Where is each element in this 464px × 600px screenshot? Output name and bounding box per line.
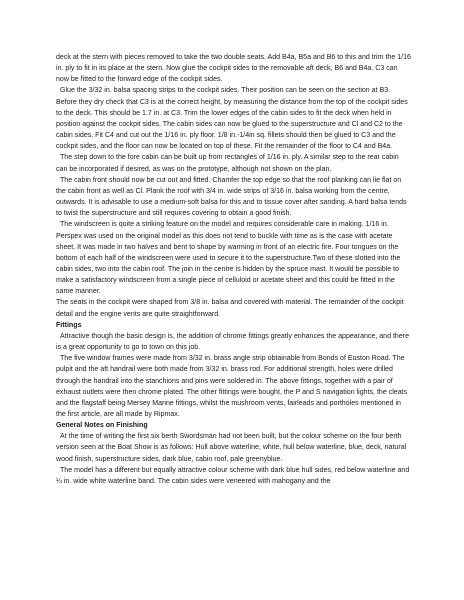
paragraph: The five window frames were made from 3/32 in. brass angle strip obtainable from Bonds of Euston Road. The pulpit and the aft handrail were both made from 3/32 in. brass rod. For additional strength, holes were drilled through the handrail into the stanchions and pins were soldered in. The above fittings, together with a pair of exhaust outlets were then chrome plated. The other fittings were bought, the P and S navigation lights, the cleats and the flagstaff being Mersey Marine fittings, whilst the mushroom vents, fairleads and portholes mentioned in the first article, are all made by Ripmax. bbox=[56, 355, 408, 418]
paragraph: The seats in the cockpit were shaped from 3/8 in. balsa and covered with material. The remainder of the cockpit detail and the engine vents are quite straightforward. bbox=[56, 299, 404, 318]
paragraph: The cabin front should now be cut out and fitted. Chamfer the top edge so that the roof planking can lie flat on the cabin front as well as Cl. Plank the roof with 3/4 in. wide strips of 3/16 in. balsa working from the centre, outwards. It is advisable to use a medium-soft balsa for this and to tissue cover after sanding. A hard balsa tends to twist the superstructure and still requires covering to obtain a good finish. bbox=[56, 176, 407, 218]
document-page bbox=[56, 52, 412, 487]
section-heading-fittings: Fittings bbox=[56, 321, 82, 329]
paragraph: Attractive though the basic design is, the addition of chrome fittings greatly enhances the appearance, and there is a great opportunity to go to town on this job. bbox=[56, 332, 410, 352]
paragraph: The windscreen is quite a striking feature on the model and requires considerable care in making. 1/16 in. Perspex was used on the original model as this does not tend to buckle with time as is the case with acetate sheet. It was made in two halves and bent to shape by warming in front of an electric fire. Four tongues on the bottom of each half of the windscreen were used to secure it to the superstructure.Two of these slotted into the cabin sides, two into the cabin roof. The join in the centre is hidden by the spruce mast. It would be possible to make a satisfactory windscreen from a single piece of celluloid or acetate sheet and this could be fitted in the same manner. bbox=[56, 221, 401, 296]
paragraph: At the time of writing the first six berth Swordsman had not been built, but the colour scheme on the four berth version seen at the Boat Show is as follows: Hull above waterline, white, hull below waterline, blue, deck, natural wood finish, superstructure sides, dark blue, cabin roof, pale greenyblue. bbox=[56, 433, 407, 463]
paragraph: Glue the 3/32 in. balsa spacing strips to the cockpit sides. Their position can be seen on the section at B3. Before they dry check that C3 is at the correct height, by measuring the distance from the top of the cockpit sides to the deck. This should be 1.7 in. at C3. Trim the lower edges of the cabin sides to fit the deck when held in position against the cockpit sides. The cabin sides can now be glued to the superstructure and Cl and C2 to the cabin sides. Fit C4 and cut out the 1/16 in. ply floor. 1/8 in.-1/4in sq. fillets should then be glued to C3 and the cockpit sides, and the floor can now be located on top of these. Fit the remainder of the floor to C4 and B4a. bbox=[56, 87, 408, 151]
paragraph: The model has a different but equally attractive colour scheme with dark blue hull sides, red below waterline and ¼ in. wide white waterline band. The cabin sides were veneered with mahogany and the bbox=[56, 466, 410, 485]
section-heading-finishing: General Notes on Finishing bbox=[56, 422, 148, 430]
paragraph: deck at the stern with pieces removed to take the two double seats. Add B4a, B5a and B6 to this and trim the 1/16 in. ply to fit in its place at the stern. Now glue the cockpit sides to the removable aft deck, B6 and B4a. C3 can now be fitted to the forward edge of the cockpit sides. bbox=[56, 54, 411, 84]
paragraph: The step down to the fore cabin can be built up from rectangles of 1/16 in. ply. A similar step to the rear cabin can be incorporated if desired, as was on the prototype, although not shown on the plan. bbox=[56, 154, 399, 173]
